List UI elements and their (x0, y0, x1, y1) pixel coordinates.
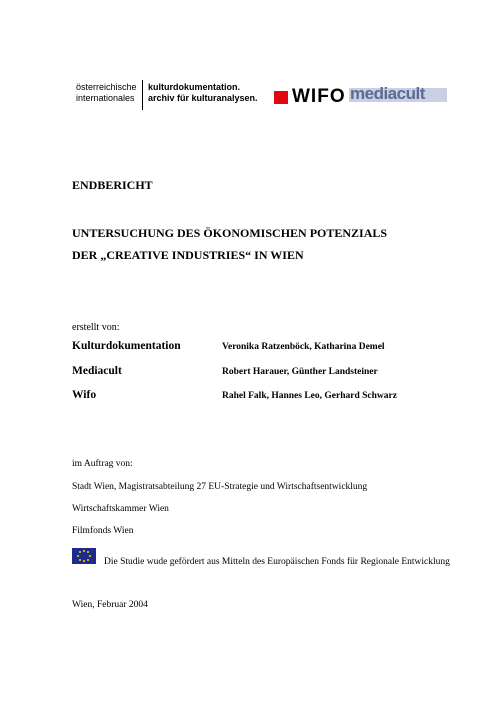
wifo-logo-square (274, 91, 288, 104)
document-title-line2: DER „CREATIVE INDUSTRIES“ IN WIEN (72, 248, 304, 262)
logo-divider (142, 80, 143, 110)
author-names-kulturdokumentation: Veronika Ratzenböck, Katharina Demel (222, 342, 385, 352)
eu-funding-note: Die Studie wude gefördert aus Mitteln des Europäischen Fonds für Regionale Entwicklung (104, 557, 450, 567)
logo-text-line2: internationales (76, 93, 135, 103)
kulturdokumentation-logo-right (148, 82, 258, 104)
document-date: Wien, Februar 2004 (72, 600, 148, 610)
wifo-logo: WIFO (292, 86, 346, 107)
logo-text-line1: österreichische (76, 82, 137, 92)
document-heading: ENDBERICHT (72, 178, 153, 192)
author-org-kulturdokumentation: Kulturdokumentation (72, 340, 181, 352)
commissioned-by-label: im Auftrag von: (72, 459, 133, 469)
author-names-mediacult: Robert Harauer, Günther Landsteiner (222, 367, 378, 377)
author-names-wifo: Rahel Falk, Hannes Leo, Gerhard Schwarz (222, 391, 397, 401)
document-title-line1: UNTERSUCHUNG DES ÖKONOMISCHEN POTENZIALS (72, 226, 388, 240)
logo-text-right1: kulturdokumentation. (148, 82, 240, 92)
mediacult-logo: mediacult (350, 84, 425, 103)
author-org-wifo: Wifo (72, 389, 97, 401)
eu-flag-icon (72, 548, 96, 564)
logo-text-right2: archiv für kulturanalysen. (148, 93, 258, 103)
commissioner-wirtschaftskammer: Wirtschaftskammer Wien (72, 504, 169, 514)
commissioner-stadt-wien: Stadt Wien, Magistratsabteilung 27 EU-Strategie und Wirtschaftsentwicklung (72, 482, 368, 492)
kulturdokumentation-logo-left (76, 82, 137, 104)
commissioner-filmfonds: Filmfonds Wien (72, 526, 134, 536)
created-by-label: erstellt von: (72, 322, 120, 333)
author-org-mediacult: Mediacult (72, 365, 122, 377)
